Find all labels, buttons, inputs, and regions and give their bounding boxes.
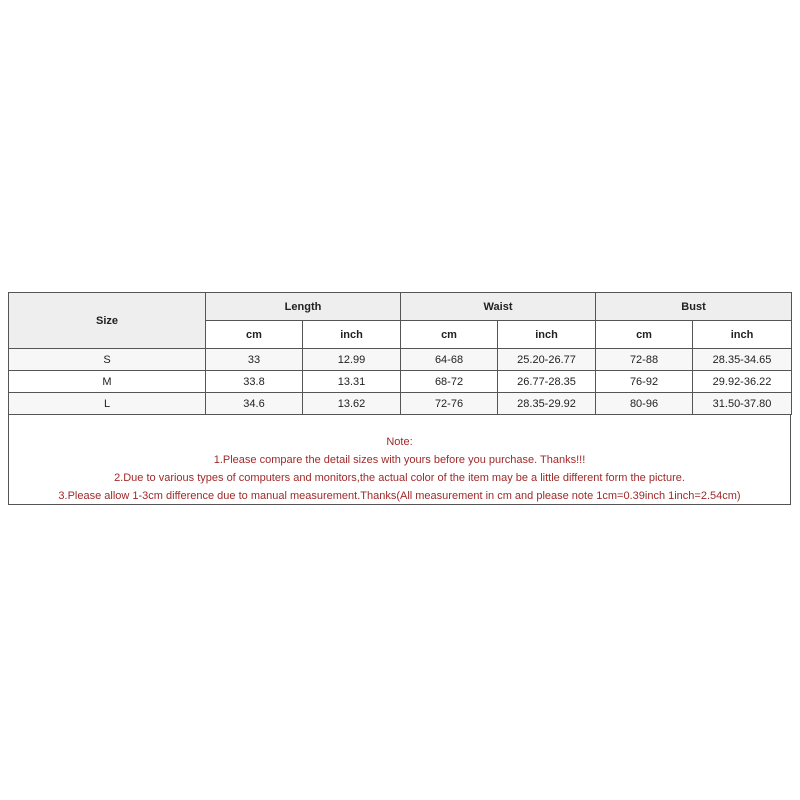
- table-row: [9, 371, 792, 393]
- header-row-groups: [9, 293, 792, 321]
- table-cell: 33: [206, 349, 303, 371]
- table-cell: 29.92-36.22: [693, 371, 792, 393]
- table-cell: 31.50-37.80: [693, 393, 792, 415]
- table-cell: 33.8: [206, 371, 303, 393]
- table-cell: 76-92: [596, 371, 693, 393]
- size-table: [8, 292, 792, 415]
- unit-header: inch: [303, 321, 401, 349]
- table-cell: 80-96: [596, 393, 693, 415]
- size-cell: M: [9, 371, 206, 393]
- notes-box: [8, 415, 791, 505]
- table-cell: 28.35-34.65: [693, 349, 792, 371]
- size-cell: L: [9, 393, 206, 415]
- table-row: [9, 349, 792, 371]
- table-cell: 26.77-28.35: [498, 371, 596, 393]
- note-line: 1.Please compare the detail sizes with yours before you purchase. Thanks!!!: [213, 454, 586, 466]
- notes-text: [9, 433, 790, 505]
- unit-header: cm: [206, 321, 303, 349]
- table-cell: 34.6: [206, 393, 303, 415]
- table-cell: 28.35-29.92: [498, 393, 596, 415]
- note-line: 3.Please allow 1-3cm difference due to manual measurement.Thanks(All measurement in cm and please note 1cm=0.39inch 1inch=2.54cm): [58, 490, 741, 502]
- table-cell: 72-88: [596, 349, 693, 371]
- unit-header: cm: [596, 321, 693, 349]
- size-chart: [8, 292, 791, 505]
- table-cell: 13.62: [303, 393, 401, 415]
- size-cell: S: [9, 349, 206, 371]
- length-header: Length: [206, 293, 401, 321]
- unit-header: inch: [498, 321, 596, 349]
- table-cell: 13.31: [303, 371, 401, 393]
- table-cell: 12.99: [303, 349, 401, 371]
- waist-header: Waist: [401, 293, 596, 321]
- unit-header: cm: [401, 321, 498, 349]
- bust-header: Bust: [596, 293, 792, 321]
- note-line: 2.Due to various types of computers and monitors,the actual color of the item may be a little different form the picture.: [114, 472, 685, 484]
- table-cell: 68-72: [401, 371, 498, 393]
- table-cell: 64-68: [401, 349, 498, 371]
- unit-header: inch: [693, 321, 792, 349]
- notes-title: Note:: [386, 436, 413, 448]
- table-row: [9, 393, 792, 415]
- table-cell: 72-76: [401, 393, 498, 415]
- size-column-header: Size: [9, 293, 206, 349]
- table-cell: 25.20-26.77: [498, 349, 596, 371]
